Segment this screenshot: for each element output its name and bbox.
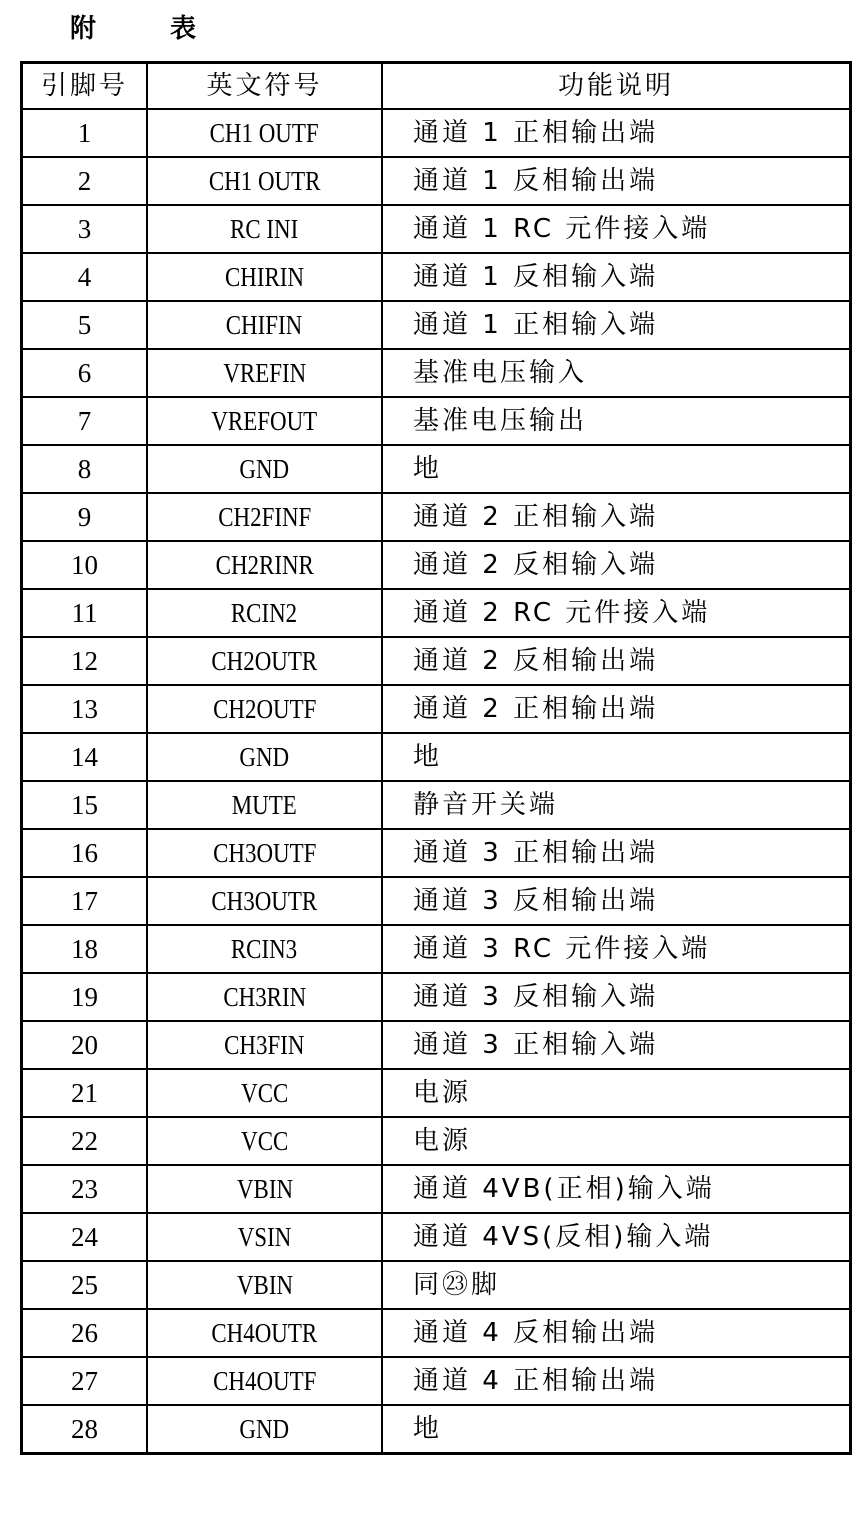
- pin-number: 7: [77, 405, 92, 436]
- pin-function: 静音开关端: [413, 790, 559, 820]
- pin-number: 15: [71, 789, 98, 820]
- pin-symbol: GND: [239, 741, 290, 772]
- table-header-row: [22, 63, 851, 110]
- table-row: [22, 397, 851, 445]
- pin-symbol: CH3OUTR: [211, 885, 318, 916]
- pin-number: 3: [77, 213, 92, 244]
- table-row: [22, 973, 851, 1021]
- table-row: [22, 589, 851, 637]
- table-row: [22, 637, 851, 685]
- pin-symbol: CH2OUTR: [211, 645, 318, 676]
- pin-number: 8: [77, 453, 92, 484]
- pin-function: 地: [413, 742, 443, 772]
- table-row: [22, 541, 851, 589]
- table-row: [22, 685, 851, 733]
- pin-function: 通道 1 反相输出端: [413, 166, 659, 196]
- pin-function: 通道 2 反相输出端: [413, 646, 659, 676]
- pin-number: 20: [71, 1029, 98, 1060]
- pin-number: 11: [71, 597, 98, 628]
- table-row: [22, 1021, 851, 1069]
- pin-symbol: CH3RIN: [223, 981, 306, 1012]
- pin-function: 同㉓脚: [413, 1270, 501, 1300]
- pin-number: 24: [71, 1221, 98, 1252]
- pin-function: 通道 4VS(反相)输入端: [413, 1222, 714, 1252]
- pin-number: 12: [71, 645, 98, 676]
- pin-function: 基准电压输入: [413, 358, 588, 388]
- pin-symbol: CH2OUTF: [212, 693, 317, 724]
- pin-function: 地: [413, 1414, 443, 1444]
- pin-number: 6: [77, 357, 92, 388]
- pin-function: 通道 1 正相输入端: [413, 310, 659, 340]
- pin-function: 通道 4 正相输出端: [413, 1366, 659, 1396]
- header-symbol: 英文符号: [147, 63, 382, 110]
- pin-number: 1: [77, 117, 92, 148]
- pin-function: 通道 3 正相输出端: [413, 838, 659, 868]
- pin-symbol: CH1 OUTF: [209, 117, 320, 148]
- pin-number: 17: [71, 885, 98, 916]
- pin-symbol: CHIFIN: [226, 309, 303, 340]
- pin-number: 21: [71, 1077, 98, 1108]
- pin-function: 通道 1 RC 元件接入端: [413, 214, 711, 244]
- pin-number: 10: [71, 549, 98, 580]
- pin-function: 通道 3 反相输出端: [413, 886, 659, 916]
- pin-symbol: CH2RINR: [215, 549, 314, 580]
- table-row: [22, 493, 851, 541]
- pin-symbol: CH3FIN: [224, 1029, 305, 1060]
- pin-symbol: GND: [239, 1413, 290, 1444]
- table-row: [22, 445, 851, 493]
- table-row: [22, 157, 851, 205]
- pin-number: 26: [71, 1317, 98, 1348]
- pin-symbol: VSIN: [237, 1221, 292, 1252]
- pin-symbol: VREFIN: [223, 357, 306, 388]
- pin-symbol: CHIRIN: [224, 261, 305, 292]
- pin-function: 通道 4 反相输出端: [413, 1318, 659, 1348]
- pin-function: 电源: [413, 1078, 472, 1108]
- pin-number: 18: [71, 933, 98, 964]
- pin-number: 14: [71, 741, 98, 772]
- pin-symbol: GND: [239, 453, 290, 484]
- pin-function: 通道 2 正相输出端: [413, 694, 659, 724]
- pin-symbol: CH3OUTF: [212, 837, 317, 868]
- pin-number: 27: [71, 1365, 98, 1396]
- table-row: [22, 1117, 851, 1165]
- pin-number: 19: [71, 981, 98, 1012]
- table-row: [22, 205, 851, 253]
- table-row: [22, 1213, 851, 1261]
- pin-symbol: VREFOUT: [211, 405, 318, 436]
- pin-function-table: [20, 61, 852, 1455]
- pin-symbol: RCIN3: [231, 933, 298, 964]
- table-row: [22, 253, 851, 301]
- pin-function: 地: [413, 454, 443, 484]
- pin-number: 25: [71, 1269, 98, 1300]
- header-function: 功能说明: [382, 63, 851, 110]
- pin-function: 通道 2 RC 元件接入端: [413, 598, 711, 628]
- pin-symbol: VCC: [240, 1077, 289, 1108]
- table-row: [22, 349, 851, 397]
- pin-number: 5: [77, 309, 92, 340]
- pin-symbol: RCIN2: [231, 597, 298, 628]
- table-body: [22, 109, 851, 1454]
- pin-symbol: VBIN: [236, 1173, 293, 1204]
- table-row: [22, 877, 851, 925]
- table-row: [22, 1309, 851, 1357]
- pin-function: 通道 4VB(正相)输入端: [413, 1174, 715, 1204]
- page-title: 附 表: [70, 14, 221, 44]
- pin-symbol: MUTE: [231, 789, 298, 820]
- pin-symbol: CH1 OUTR: [208, 165, 321, 196]
- table-row: [22, 781, 851, 829]
- pin-symbol: VBIN: [236, 1269, 293, 1300]
- pin-symbol: CH4OUTR: [211, 1317, 318, 1348]
- pin-number: 2: [77, 165, 92, 196]
- pin-symbol: RC INI: [230, 213, 299, 244]
- pin-function: 通道 3 RC 元件接入端: [413, 934, 711, 964]
- table-row: [22, 925, 851, 973]
- pin-function: 基准电压输出: [413, 406, 588, 436]
- pin-number: 22: [71, 1125, 98, 1156]
- table-row: [22, 1357, 851, 1405]
- table-row: [22, 733, 851, 781]
- pin-number: 4: [77, 261, 92, 292]
- pin-symbol: VCC: [240, 1125, 289, 1156]
- pin-number: 28: [71, 1413, 98, 1444]
- pin-number: 23: [71, 1173, 98, 1204]
- table-row: [22, 1405, 851, 1454]
- pin-function: 通道 1 反相输入端: [413, 262, 659, 292]
- pin-function: 通道 2 正相输入端: [413, 502, 659, 532]
- pin-symbol: CH4OUTF: [212, 1365, 317, 1396]
- pin-function: 通道 3 正相输入端: [413, 1030, 659, 1060]
- pin-number: 16: [71, 837, 98, 868]
- table-row: [22, 109, 851, 157]
- pin-symbol: CH2FINF: [217, 501, 312, 532]
- table-row: [22, 1165, 851, 1213]
- pin-function: 电源: [413, 1126, 472, 1156]
- pin-function: 通道 2 反相输入端: [413, 550, 659, 580]
- table-row: [22, 301, 851, 349]
- table-row: [22, 1069, 851, 1117]
- pin-function: 通道 1 正相输出端: [413, 118, 659, 148]
- pin-function: 通道 3 反相输入端: [413, 982, 659, 1012]
- table-row: [22, 829, 851, 877]
- table-row: [22, 1261, 851, 1309]
- pin-number: 9: [77, 501, 92, 532]
- pin-number: 13: [71, 693, 98, 724]
- header-pin: 引脚号: [22, 63, 148, 110]
